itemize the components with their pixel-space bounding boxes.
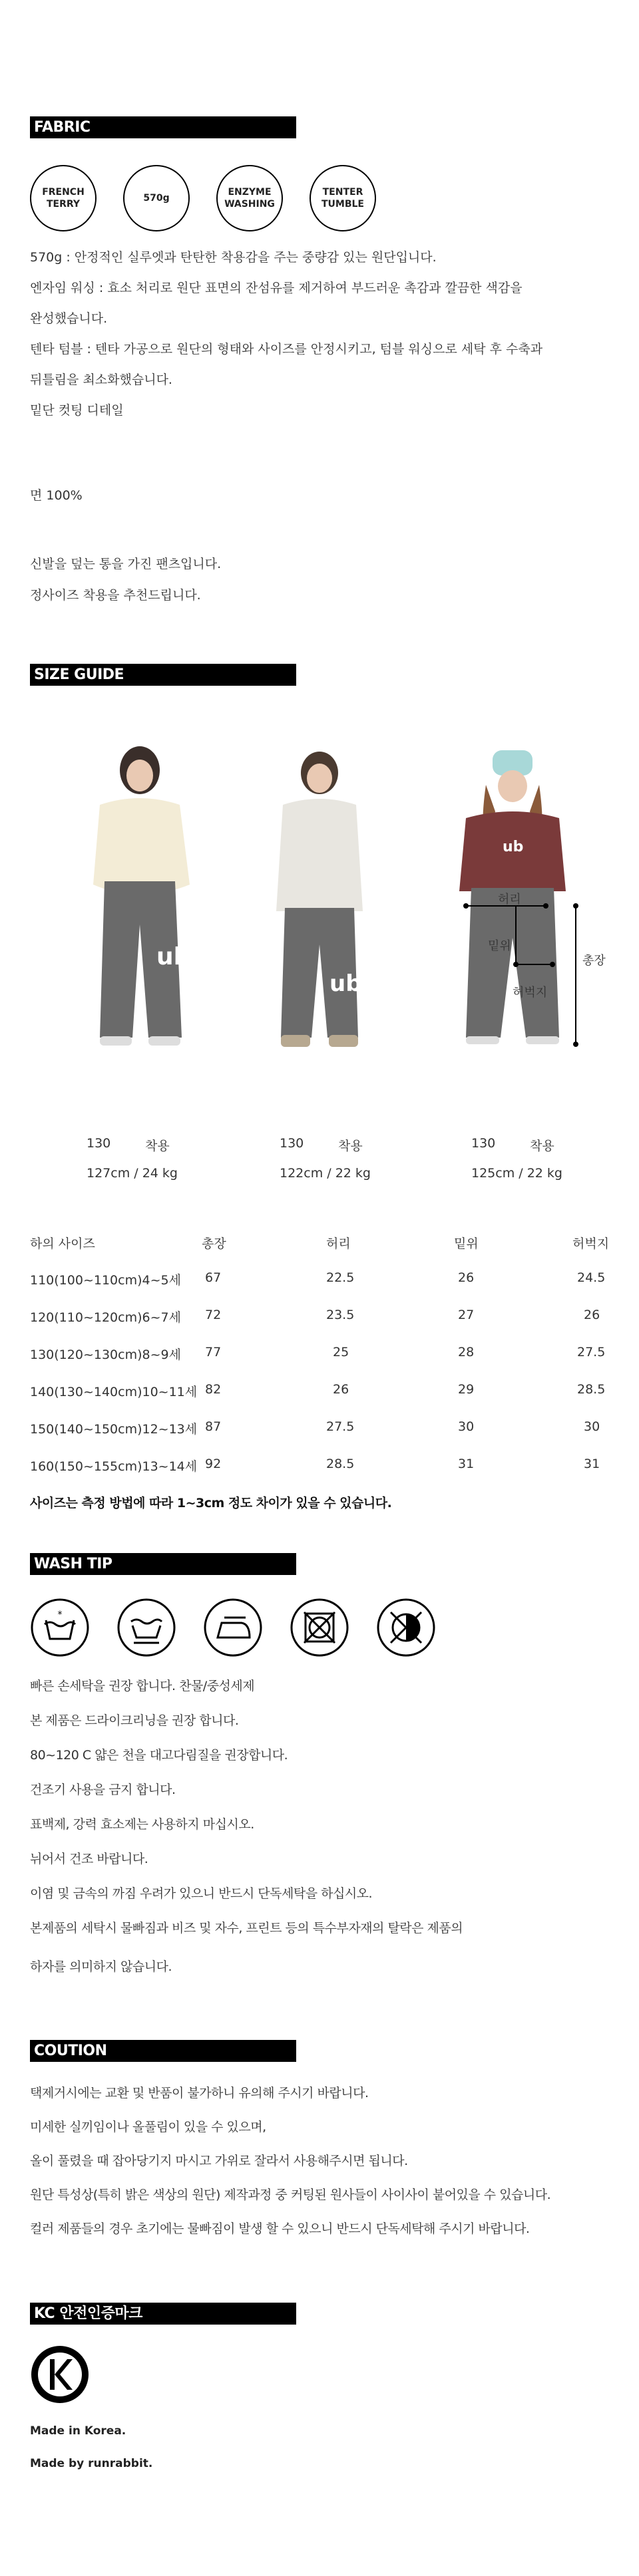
svg-text:ub: ub bbox=[503, 839, 524, 855]
table-cell: 160(150~155cm)13~14세 bbox=[30, 1459, 198, 1474]
fabric-line: 정사이즈 착용을 추천드립니다. bbox=[30, 588, 201, 603]
model-fit: 착용 bbox=[338, 1139, 363, 1153]
table-cell: 26 bbox=[458, 1270, 475, 1285]
model-size: 130 bbox=[471, 1136, 496, 1151]
model-photo bbox=[63, 745, 216, 1054]
wash-line: 80~120 C 얇은 천을 대고다림질을 권장합니다. bbox=[30, 1748, 288, 1763]
badge-weight: 570g bbox=[123, 165, 190, 231]
table-cell: 31 bbox=[458, 1457, 475, 1471]
table-cell: 30 bbox=[458, 1419, 475, 1434]
caution-line: 컬러 제품들의 경우 초기에는 물빠짐이 발생 할 수 있으니 반드시 단독세탁해 주시기 바랍니다. bbox=[30, 2221, 530, 2236]
caution-line: 올이 풀렸을 때 잡아당기지 마시고 가위로 잘라서 사용해주시면 됩니다. bbox=[30, 2154, 408, 2168]
wash-line: 본제품의 세탁시 물빠짐과 비즈 및 자수, 프린트 등의 특수부자재의 탈락은 제품의 bbox=[30, 1921, 463, 1935]
made-in: Made in Korea. bbox=[30, 2424, 126, 2438]
model-photo bbox=[253, 745, 386, 1054]
fabric-line: 완성했습니다. bbox=[30, 311, 108, 326]
label-rise: 밑위 bbox=[488, 939, 511, 953]
wash-tip-header: WASH TIP bbox=[30, 1553, 296, 1575]
table-cell: 30 bbox=[584, 1419, 600, 1434]
table-cell: 22.5 bbox=[326, 1270, 355, 1285]
fabric-line: 밑단 컷팅 디테일 bbox=[30, 403, 124, 418]
model-body: 122cm / 22 kg bbox=[280, 1166, 371, 1181]
table-cell: 92 bbox=[205, 1457, 222, 1471]
table-cell: 27.5 bbox=[326, 1419, 355, 1434]
wash-line: 표백제, 강력 효소제는 사용하지 마십시오. bbox=[30, 1817, 254, 1832]
size-guide-header: SIZE GUIDE bbox=[30, 664, 296, 686]
size-note: 사이즈는 측정 방법에 따라 1~3cm 정도 차이가 있을 수 있습니다. bbox=[30, 1496, 392, 1510]
model-size: 130 bbox=[87, 1136, 111, 1151]
wash-line: 본 제품은 드라이크리닝을 권장 합니다. bbox=[30, 1713, 239, 1728]
measurement-lines bbox=[453, 891, 586, 1051]
table-header: 허벅지 bbox=[572, 1236, 610, 1251]
table-header: 총장 bbox=[202, 1236, 226, 1251]
badge-french-terry: FRENCH TERRY bbox=[30, 165, 97, 231]
no-tumble-dry-icon bbox=[290, 1598, 349, 1657]
table-cell: 29 bbox=[458, 1382, 475, 1397]
table-header: 허리 bbox=[326, 1236, 351, 1251]
svg-text:ub: ub bbox=[156, 943, 191, 970]
wash-line: 건조기 사용을 금지 합니다. bbox=[30, 1783, 176, 1797]
badge-enzyme-washing: ENZYME WASHING bbox=[216, 165, 283, 231]
wash-line: 하자를 의미하지 않습니다. bbox=[30, 1959, 172, 1974]
wash-line: 빠른 손세탁을 권장 합니다. 찬물/중성세제 bbox=[30, 1679, 255, 1693]
table-cell: 150(140~150cm)12~13세 bbox=[30, 1422, 198, 1437]
model-size: 130 bbox=[280, 1136, 304, 1151]
table-cell: 23.5 bbox=[326, 1308, 355, 1322]
table-cell: 25 bbox=[333, 1345, 349, 1360]
fabric-line: 뒤틀림을 최소화했습니다. bbox=[30, 372, 172, 387]
table-cell: 28.5 bbox=[326, 1457, 355, 1471]
fabric-line: 570g : 안정적인 실루엣과 탄탄한 착용감을 주는 중량감 있는 원단입니다. bbox=[30, 250, 437, 265]
label-thigh: 허벅지 bbox=[513, 986, 548, 1000]
model-fit: 착용 bbox=[530, 1139, 554, 1153]
fabric-line: 신발을 덮는 통을 가진 팬츠입니다. bbox=[30, 557, 222, 571]
hand-wash-30-icon bbox=[30, 1598, 90, 1657]
svg-text:*: * bbox=[57, 1610, 63, 1620]
caution-line: 원단 특성상(특히 밝은 색상의 원단) 제작과정 중 커팅된 원사들이 사이사이 붙어있을 수 있습니다. bbox=[30, 2188, 551, 2202]
table-cell: 28 bbox=[458, 1345, 475, 1360]
table-cell: 27 bbox=[458, 1308, 475, 1322]
table-cell: 77 bbox=[205, 1345, 222, 1360]
iron-low-icon bbox=[203, 1598, 263, 1657]
fabric-line: 텐타 텀블 : 텐타 가공으로 원단의 형태와 사이즈를 안정시키고, 텀블 워싱으로 세탁 후 수축과 bbox=[30, 342, 543, 357]
kc-header: KC 안전인증마크 bbox=[30, 2303, 296, 2325]
model-body: 127cm / 24 kg bbox=[87, 1166, 178, 1181]
fabric-line: 엔자임 워싱 : 효소 처리로 원단 표면의 잔섬유를 제거하여 부드러운 촉감과 깔끔한 색감을 bbox=[30, 281, 523, 295]
caution-line: 택제거시에는 교환 및 반품이 불가하니 유의해 주시기 바랍니다. bbox=[30, 2086, 369, 2100]
table-cell: 28.5 bbox=[577, 1382, 606, 1397]
table-cell: 87 bbox=[205, 1419, 222, 1434]
fabric-composition: 면 100% bbox=[30, 488, 83, 503]
table-cell: 130(120~130cm)8~9세 bbox=[30, 1348, 181, 1362]
table-cell: 26 bbox=[584, 1308, 600, 1322]
table-cell: 120(110~120cm)6~7세 bbox=[30, 1310, 181, 1325]
no-dry-clean-icon bbox=[376, 1598, 436, 1657]
label-length: 총장 bbox=[582, 954, 606, 968]
caution-line: 미세한 실끼임이나 올풀림이 있을 수 있으며, bbox=[30, 2120, 266, 2134]
table-cell: 31 bbox=[584, 1457, 600, 1471]
table-cell: 110(100~110cm)4~5세 bbox=[30, 1273, 181, 1288]
table-cell: 140(130~140cm)10~11세 bbox=[30, 1385, 198, 1399]
model-fit: 착용 bbox=[145, 1139, 170, 1153]
table-cell: 24.5 bbox=[577, 1270, 606, 1285]
gentle-wash-icon bbox=[116, 1598, 176, 1657]
made-by: Made by runrabbit. bbox=[30, 2457, 153, 2470]
table-cell: 26 bbox=[333, 1382, 349, 1397]
table-cell: 72 bbox=[205, 1308, 222, 1322]
label-waist: 허리 bbox=[498, 893, 521, 907]
table-cell: 82 bbox=[205, 1382, 222, 1397]
wash-line: 이염 및 금속의 까짐 우려가 있으니 반드시 단독세탁을 하십시오. bbox=[30, 1886, 373, 1901]
model-body: 125cm / 22 kg bbox=[471, 1166, 562, 1181]
table-header: 밑위 bbox=[454, 1236, 479, 1251]
caution-header: COUTION bbox=[30, 2040, 296, 2062]
table-cell: 27.5 bbox=[577, 1345, 606, 1360]
svg-text:ub: ub bbox=[329, 970, 362, 997]
table-cell: 67 bbox=[205, 1270, 222, 1285]
kc-mark-icon bbox=[30, 2345, 90, 2404]
badge-tenter-tumble: TENTER TUMBLE bbox=[310, 165, 376, 231]
table-header: 하의 사이즈 bbox=[30, 1236, 95, 1251]
wash-line: 뉘어서 건조 바랍니다. bbox=[30, 1852, 148, 1866]
fabric-header: FABRIC bbox=[30, 116, 296, 138]
